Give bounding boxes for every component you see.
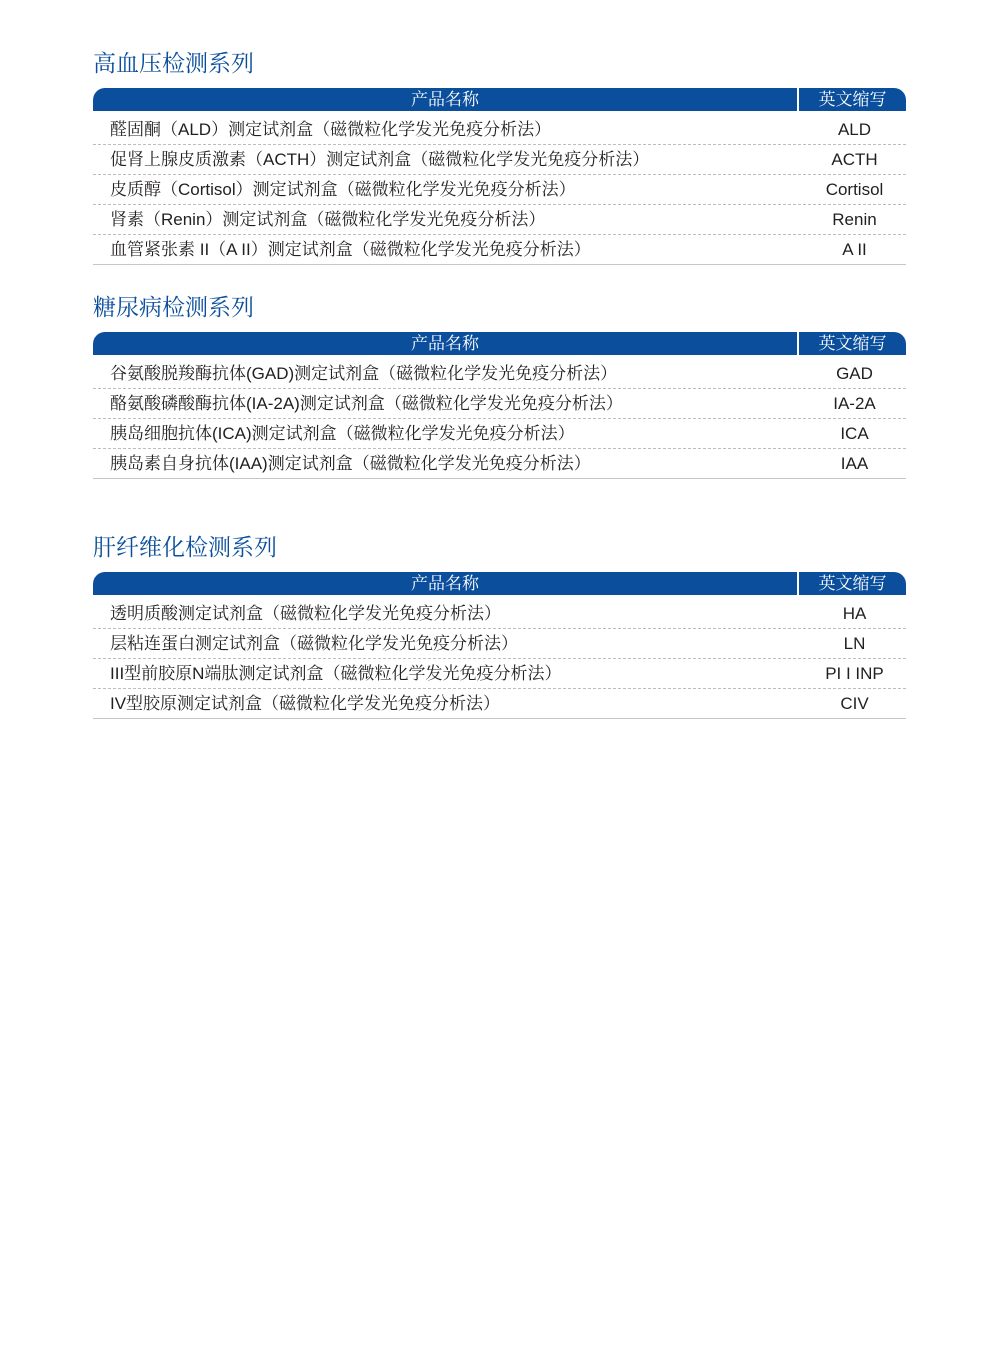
product-name: 层粘连蛋白测定试剂盒（磁微粒化学发光免疫分析法） xyxy=(110,634,518,653)
table-header xyxy=(93,88,906,111)
product-abbr: ICA xyxy=(840,424,869,443)
product-abbr: ACTH xyxy=(831,150,878,169)
table-row xyxy=(93,599,906,629)
section-title: 糖尿病检测系列 xyxy=(93,294,254,320)
product-name: 皮质醇（Cortisol）测定试剂盒（磁微粒化学发光免疫分析法） xyxy=(110,180,576,199)
header-abbr-label: 英文缩写 xyxy=(818,90,887,109)
section-title: 高血压检测系列 xyxy=(93,50,254,76)
table-row xyxy=(93,235,906,265)
product-abbr: ALD xyxy=(837,120,872,139)
product-name: III型前胶原N端肽测定试剂盒（磁微粒化学发光免疫分析法） xyxy=(110,664,562,683)
product-abbr: CIV xyxy=(840,694,869,713)
table-row xyxy=(93,175,906,205)
table-body xyxy=(93,599,906,719)
table-row xyxy=(93,629,906,659)
product-abbr: HA xyxy=(842,604,867,623)
product-name: 谷氨酸脱羧酶抗体(GAD)测定试剂盒（磁微粒化学发光免疫分析法） xyxy=(110,364,618,383)
header-name-label: 产品名称 xyxy=(411,574,479,593)
product-name: IV型胶原测定试剂盒（磁微粒化学发光免疫分析法） xyxy=(110,694,501,713)
product-name: 醛固酮（ALD）测定试剂盒（磁微粒化学发光免疫分析法） xyxy=(110,120,552,139)
table-row xyxy=(93,419,906,449)
table-row xyxy=(93,449,906,479)
table-body xyxy=(93,359,906,479)
product-abbr: Renin xyxy=(832,210,877,229)
table-row xyxy=(93,205,906,235)
product-abbr: PI I INP xyxy=(825,664,884,683)
product-abbr: LN xyxy=(843,634,866,653)
header-name-label: 产品名称 xyxy=(411,334,479,353)
table-row xyxy=(93,145,906,175)
product-abbr: Cortisol xyxy=(825,180,884,199)
section-title: 肝纤维化检测系列 xyxy=(93,534,277,560)
product-abbr: GAD xyxy=(836,364,873,383)
table-header xyxy=(93,572,906,595)
product-abbr: IA-2A xyxy=(833,394,876,413)
product-name: 胰岛素自身抗体(IAA)测定试剂盒（磁微粒化学发光免疫分析法） xyxy=(110,454,591,473)
header-abbr-label: 英文缩写 xyxy=(818,574,887,593)
product-name: 促肾上腺皮质激素（ACTH）测定试剂盒（磁微粒化学发光免疫分析法） xyxy=(110,150,650,169)
header-name-label: 产品名称 xyxy=(411,90,479,109)
header-abbr-label: 英文缩写 xyxy=(818,334,887,353)
table-row xyxy=(93,115,906,145)
table-row xyxy=(93,389,906,419)
table-header xyxy=(93,332,906,355)
product-name: 酪氨酸磷酸酶抗体(IA-2A)测定试剂盒（磁微粒化学发光免疫分析法） xyxy=(110,394,623,413)
table-row xyxy=(93,689,906,719)
product-abbr: A II xyxy=(842,240,867,259)
product-name: 透明质酸测定试剂盒（磁微粒化学发光免疫分析法） xyxy=(110,604,501,623)
table-row xyxy=(93,659,906,689)
product-name: 血管紧张素 II（A II）测定试剂盒（磁微粒化学发光免疫分析法） xyxy=(110,240,591,259)
product-abbr: IAA xyxy=(840,454,869,473)
table-body xyxy=(93,115,906,265)
product-name: 肾素（Renin）测定试剂盒（磁微粒化学发光免疫分析法） xyxy=(110,210,546,229)
table-row xyxy=(93,359,906,389)
product-name: 胰岛细胞抗体(ICA)测定试剂盒（磁微粒化学发光免疫分析法） xyxy=(110,424,575,443)
